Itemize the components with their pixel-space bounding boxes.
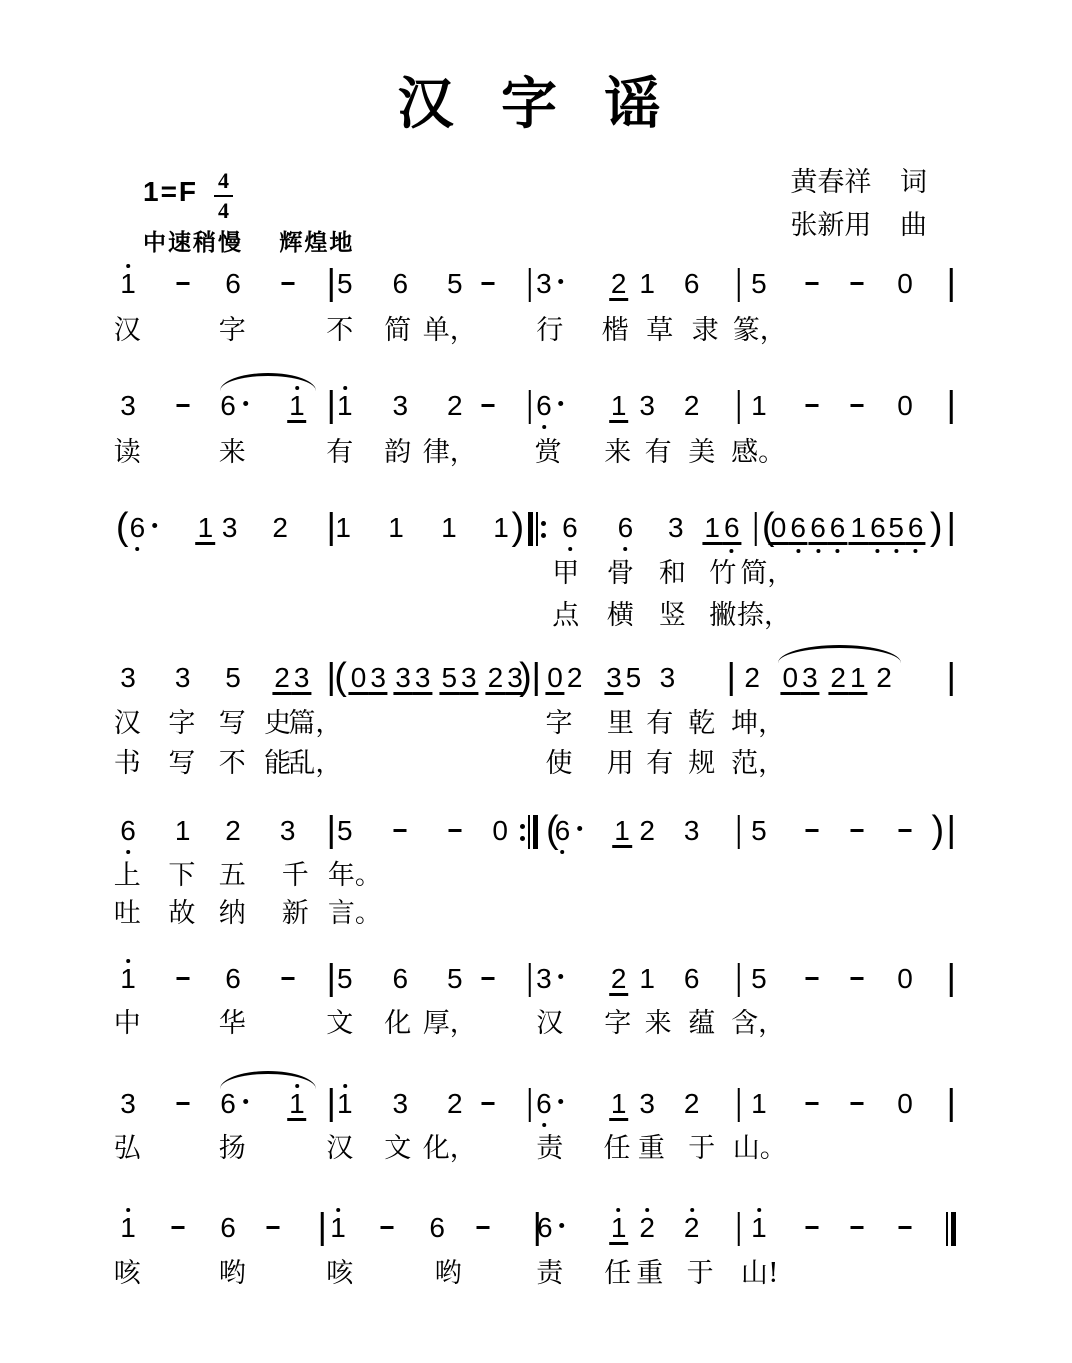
lyric-syllable: 言。 (327, 898, 382, 929)
note: 3 (120, 662, 136, 693)
note: 3 (120, 390, 136, 421)
note: 2 (272, 512, 288, 543)
lyric-syllable: 来 (644, 1008, 672, 1039)
note: 1 (493, 512, 509, 543)
note: 6 6 (810, 512, 846, 543)
score-line (113, 1182, 958, 1342)
duration-dash (281, 977, 294, 980)
lyric-syllable: 弘 (113, 1133, 141, 1164)
note: 3 5 (606, 662, 642, 693)
lyric-syllable: 律， (422, 437, 477, 468)
lyric-syllable: 字 (168, 708, 196, 739)
note: 6 (392, 963, 409, 994)
parenthesis: ( (761, 506, 775, 548)
lyric-syllable: 汉 (113, 708, 141, 739)
parenthesis: ( (115, 506, 129, 548)
lyricist-role: 词 (900, 167, 927, 198)
lyric-syllable: 下 (168, 860, 196, 891)
lyric-syllable: 乱， (288, 748, 343, 779)
lyric-syllable: 字 (604, 1008, 632, 1039)
note: 0 6 (770, 512, 806, 543)
note: 1 (639, 268, 655, 299)
composer-name: 张新用 (790, 210, 872, 241)
note: 2 (683, 1088, 700, 1119)
barline (950, 512, 953, 546)
duration-dash (481, 1102, 494, 1105)
barline (730, 662, 733, 696)
parenthesis: ) (929, 506, 943, 548)
parenthesis: ( (334, 656, 347, 698)
note: 1 (610, 390, 627, 421)
note: 5 (225, 662, 241, 693)
lyric-syllable: 中 (113, 1008, 141, 1039)
note: 6 (225, 963, 241, 994)
lyric-syllable: 蕴 (688, 1008, 716, 1039)
note: 5 (447, 963, 463, 994)
lyric-syllable: 字 (218, 315, 246, 346)
lyric-row (118, 600, 958, 636)
duration-dash (851, 1102, 864, 1105)
lyric-syllable: 和 (658, 558, 686, 589)
note: 3 (534, 965, 564, 993)
note: 1 6 (850, 512, 886, 543)
barline (950, 390, 953, 424)
note: 6 (534, 1090, 564, 1118)
note: 1 (335, 512, 351, 543)
note: 6 (534, 392, 564, 420)
duration-dash (805, 977, 818, 980)
note: 5 (337, 815, 353, 846)
duration-dash (481, 977, 494, 980)
note: 6 (120, 815, 136, 846)
duration-dash (176, 282, 189, 285)
note: 2 (683, 1212, 700, 1243)
note: 2 3 (487, 662, 523, 693)
lyric-syllable: 华 (218, 1008, 246, 1039)
lyric-syllable: 扬 (218, 1133, 246, 1164)
lyric-row (113, 708, 958, 744)
lyric-syllable: 汉 (536, 1008, 564, 1039)
note: 0 (492, 815, 508, 846)
barline (950, 815, 953, 849)
note: 1 (388, 512, 404, 543)
lyric-syllable: 感。 (731, 437, 786, 468)
note: 3 (639, 1088, 655, 1119)
note: 2 (447, 1088, 463, 1119)
lyric-syllable: 汉 (326, 1133, 354, 1164)
note: 1 (614, 815, 630, 846)
note: 0 (897, 390, 913, 421)
note: 1 (337, 390, 353, 421)
lyric-syllable: 于 (686, 1258, 714, 1289)
barline (738, 1088, 741, 1122)
lyric-syllable: 里 (606, 708, 634, 739)
lyric-syllable: 有 (646, 748, 674, 779)
note: 2 (610, 963, 627, 994)
barline (950, 662, 953, 696)
note: 5 (751, 963, 767, 994)
duration-dash (805, 1226, 818, 1229)
credits (790, 161, 927, 247)
note: 5 6 (888, 512, 924, 543)
lyric-syllable: 用 (606, 748, 634, 779)
note: 0 (897, 963, 913, 994)
barline (738, 390, 741, 424)
duration-dash (394, 829, 407, 832)
lyric-syllable: 字 (545, 708, 573, 739)
barline (330, 390, 333, 424)
slur-arc (220, 373, 316, 391)
lyric-syllable: 甲 (552, 558, 580, 589)
lyric-syllable: 骨 (606, 558, 634, 589)
note: 1 (639, 963, 655, 994)
lyric-syllable: 书 (113, 748, 141, 779)
duration-dash (176, 977, 189, 980)
lyric-row (113, 898, 958, 934)
lyric-syllable: 赏 (534, 437, 562, 468)
lyric-syllable: 使 (545, 748, 573, 779)
parenthesis: ) (519, 656, 532, 698)
note: 1 (330, 1212, 346, 1243)
note: 1 (289, 390, 305, 421)
duration-dash (267, 1226, 280, 1229)
lyric-row (113, 1008, 958, 1044)
barline (738, 815, 741, 849)
lyric-syllable: 吐 (113, 898, 141, 929)
note: 1 (197, 512, 214, 543)
lyric-syllable: 化 (384, 1008, 412, 1039)
note: 6 (617, 512, 634, 543)
lyric-syllable: 责 (536, 1258, 564, 1289)
note: 1 (174, 815, 191, 846)
lyric-syllable: 山! (740, 1258, 779, 1289)
note: 0 (897, 268, 913, 299)
lyric-syllable: 来 (604, 437, 632, 468)
lyric-syllable: 年。 (327, 860, 382, 891)
note: 5 (751, 268, 767, 299)
lyric-syllable: 有 (644, 437, 672, 468)
barline (330, 1088, 333, 1122)
duration-dash (171, 1226, 184, 1229)
meter-denominator: 4 (214, 195, 233, 222)
barline (535, 662, 538, 696)
meter-numerator: 4 (218, 168, 230, 193)
slur-arc (778, 645, 901, 663)
duration-dash (448, 829, 461, 832)
lyric-syllable: 上 (113, 860, 141, 891)
note: 2 (639, 1212, 655, 1243)
note: 3 (174, 662, 191, 693)
note: 1 (120, 1212, 136, 1243)
composer-role: 曲 (900, 210, 927, 241)
lyric-syllable: 范， (731, 748, 786, 779)
lyric-syllable: 行 (536, 315, 564, 346)
lyric-syllable: 任 (603, 1133, 631, 1164)
lyric-syllable: 草 (646, 315, 674, 346)
lyric-syllable: 不 (218, 748, 246, 779)
barline (528, 268, 531, 302)
note: 5 (447, 268, 463, 299)
note: 2 (610, 268, 627, 299)
lyric-syllable: 能 (264, 748, 292, 779)
note: 1 (751, 390, 767, 421)
note: 2 1 (830, 662, 866, 693)
barline (528, 390, 531, 424)
duration-dash (805, 1102, 818, 1105)
note: 3 (683, 815, 700, 846)
duration-dash (899, 829, 912, 832)
lyric-syllable: 新 (281, 898, 309, 929)
barline (754, 512, 757, 546)
note: 5 3 (441, 662, 477, 693)
barline (950, 1088, 953, 1122)
note: 3 (392, 1088, 409, 1119)
lyric-syllable: 捺， (736, 600, 791, 631)
lyric-row (118, 558, 958, 594)
lyric-syllable: 汉 (113, 315, 141, 346)
note: 6 (128, 514, 158, 542)
note: 3 (221, 512, 238, 543)
barline (330, 268, 333, 302)
parenthesis: ) (931, 809, 945, 851)
note: 2 3 (274, 662, 310, 693)
barline (528, 1088, 531, 1122)
note: 3 (392, 390, 409, 421)
lyric-syllable: 美 (688, 437, 716, 468)
lyric-syllable: 楷 (601, 315, 629, 346)
lyric-syllable: 故 (168, 898, 196, 929)
barline (330, 662, 333, 696)
note: 6 (429, 1212, 445, 1243)
barline (738, 1212, 741, 1246)
note: 0 3 (350, 662, 386, 693)
duration-dash (851, 404, 864, 407)
lyric-syllable: 厚， (422, 1008, 477, 1039)
note: 6 (683, 963, 700, 994)
note: 6 (535, 1214, 565, 1242)
barline (528, 963, 531, 997)
lyric-syllable: 文 (326, 1008, 354, 1039)
lyric-syllable: 有 (326, 437, 354, 468)
lyric-syllable: 于 (688, 1133, 716, 1164)
lyric-syllable: 山。 (732, 1133, 787, 1164)
note: 6 (392, 268, 409, 299)
lyric-syllable: 韵 (384, 437, 412, 468)
lyric-row (113, 1133, 958, 1169)
barline (330, 512, 333, 546)
note: 3 (639, 390, 655, 421)
lyric-syllable: 竹 (709, 558, 737, 589)
note: 6 (218, 1090, 248, 1118)
note: 2 (225, 815, 241, 846)
lyric-syllable: 隶 (691, 315, 719, 346)
note: 3 (667, 512, 684, 543)
song-title: 汉 字 谣 (397, 71, 675, 137)
lyric-syllable: 简， (740, 558, 795, 589)
key-label: 1=F (143, 176, 199, 207)
lyricist-credit (790, 161, 927, 204)
duration-dash (805, 282, 818, 285)
lyric-syllable: 有 (646, 708, 674, 739)
note: 1 (289, 1088, 305, 1119)
note: 3 (279, 815, 296, 846)
note: 2 (876, 662, 892, 693)
note: 1 (610, 1088, 627, 1119)
note: 2 (683, 390, 700, 421)
duration-dash (176, 404, 189, 407)
lyric-row (113, 748, 958, 784)
lyric-syllable: 史 (264, 708, 292, 739)
lyric-syllable: 乾 (688, 708, 716, 739)
lyric-syllable: 任 (604, 1258, 632, 1289)
lyric-syllable: 化， (422, 1133, 477, 1164)
lyric-syllable: 纳 (218, 898, 246, 929)
lyric-syllable: 文 (384, 1133, 412, 1164)
note: 6 (562, 512, 578, 543)
duration-dash (805, 404, 818, 407)
note: 1 (120, 963, 136, 994)
lyric-syllable: 重 (637, 1133, 665, 1164)
note: 1 (120, 268, 136, 299)
lyric-syllable: 单， (422, 315, 477, 346)
note: 6 (683, 268, 700, 299)
duration-dash (899, 1226, 912, 1229)
note: 6 (218, 392, 248, 420)
barline (321, 1212, 324, 1246)
note: 3 3 (395, 662, 431, 693)
lyric-syllable: 规 (688, 748, 716, 779)
score-line (113, 632, 958, 792)
note: 2 (447, 390, 463, 421)
lyric-syllable: 坤， (731, 708, 786, 739)
lyric-syllable: 写 (168, 748, 196, 779)
note: 2 (744, 662, 760, 693)
lyric-syllable: 点 (552, 600, 580, 631)
lyric-syllable: 哟 (218, 1258, 246, 1289)
lyric-row (113, 437, 958, 473)
tempo-text: 中速稍慢 (143, 229, 243, 255)
lyric-syllable: 撇 (709, 600, 737, 631)
lyric-syllable: 读 (113, 437, 141, 468)
lyric-syllable: 咳 (113, 1258, 141, 1289)
lyric-syllable: 写 (218, 708, 246, 739)
duration-dash (851, 977, 864, 980)
note: 3 (659, 662, 676, 693)
lyric-syllable: 含， (731, 1008, 786, 1039)
lyric-syllable: 重 (636, 1258, 664, 1289)
duration-dash (481, 282, 494, 285)
note: 0 2 (547, 662, 583, 693)
score-line (115, 482, 958, 642)
lyric-syllable: 责 (536, 1133, 564, 1164)
lyric-row (113, 315, 958, 351)
key-signature (143, 170, 233, 222)
score-line (113, 785, 958, 945)
note: 0 3 (782, 662, 818, 693)
lyric-syllable: 千 (281, 860, 309, 891)
slur-arc (220, 1071, 316, 1089)
note: 5 (337, 268, 353, 299)
lyric-syllable: 篆， (732, 315, 787, 346)
expression-text: 辉煌地 (279, 229, 355, 255)
parenthesis: ) (511, 506, 525, 548)
lyric-syllable: 篇， (288, 708, 343, 739)
lyric-row (113, 860, 958, 896)
duration-dash (477, 1226, 490, 1229)
barline (330, 963, 333, 997)
time-signature (214, 170, 233, 222)
parenthesis: ( (545, 809, 559, 851)
lyricist-name: 黄春祥 (790, 167, 872, 198)
duration-dash (380, 1226, 393, 1229)
note: 1 (337, 1088, 353, 1119)
lyric-syllable: 横 (606, 600, 634, 631)
duration-dash (851, 829, 864, 832)
lyric-syllable: 哟 (434, 1258, 462, 1289)
barline (738, 268, 741, 302)
note: 5 (337, 963, 353, 994)
note: 6 (220, 1212, 236, 1243)
lyric-syllable: 竖 (658, 600, 686, 631)
note: 6 (225, 268, 241, 299)
note: 1 6 (704, 512, 740, 543)
note: 1 (610, 1212, 627, 1243)
duration-dash (805, 829, 818, 832)
lyric-syllable: 来 (218, 437, 246, 468)
note: 1 (751, 1088, 767, 1119)
barline (950, 268, 953, 302)
lyric-syllable: 咳 (326, 1258, 354, 1289)
final-barline (946, 1212, 956, 1246)
barline (330, 815, 333, 849)
barline (950, 963, 953, 997)
duration-dash (176, 1102, 189, 1105)
duration-dash (281, 282, 294, 285)
note: 1 (441, 512, 457, 543)
note: 5 (751, 815, 767, 846)
lyric-syllable: 简 (384, 315, 412, 346)
lyric-syllable: 五 (218, 860, 246, 891)
note: 3 (120, 1088, 136, 1119)
repeat-begin-barline (528, 512, 546, 546)
duration-dash (851, 1226, 864, 1229)
duration-dash (851, 282, 864, 285)
note: 6 (553, 817, 583, 845)
lyric-syllable: 不 (326, 315, 354, 346)
note: 3 (534, 270, 564, 298)
repeat-end-barline (520, 815, 538, 849)
note: 0 (897, 1088, 913, 1119)
barline (738, 963, 741, 997)
note: 2 (639, 815, 655, 846)
duration-dash (481, 404, 494, 407)
note: 1 (751, 1212, 767, 1243)
lyric-row (113, 1258, 958, 1294)
